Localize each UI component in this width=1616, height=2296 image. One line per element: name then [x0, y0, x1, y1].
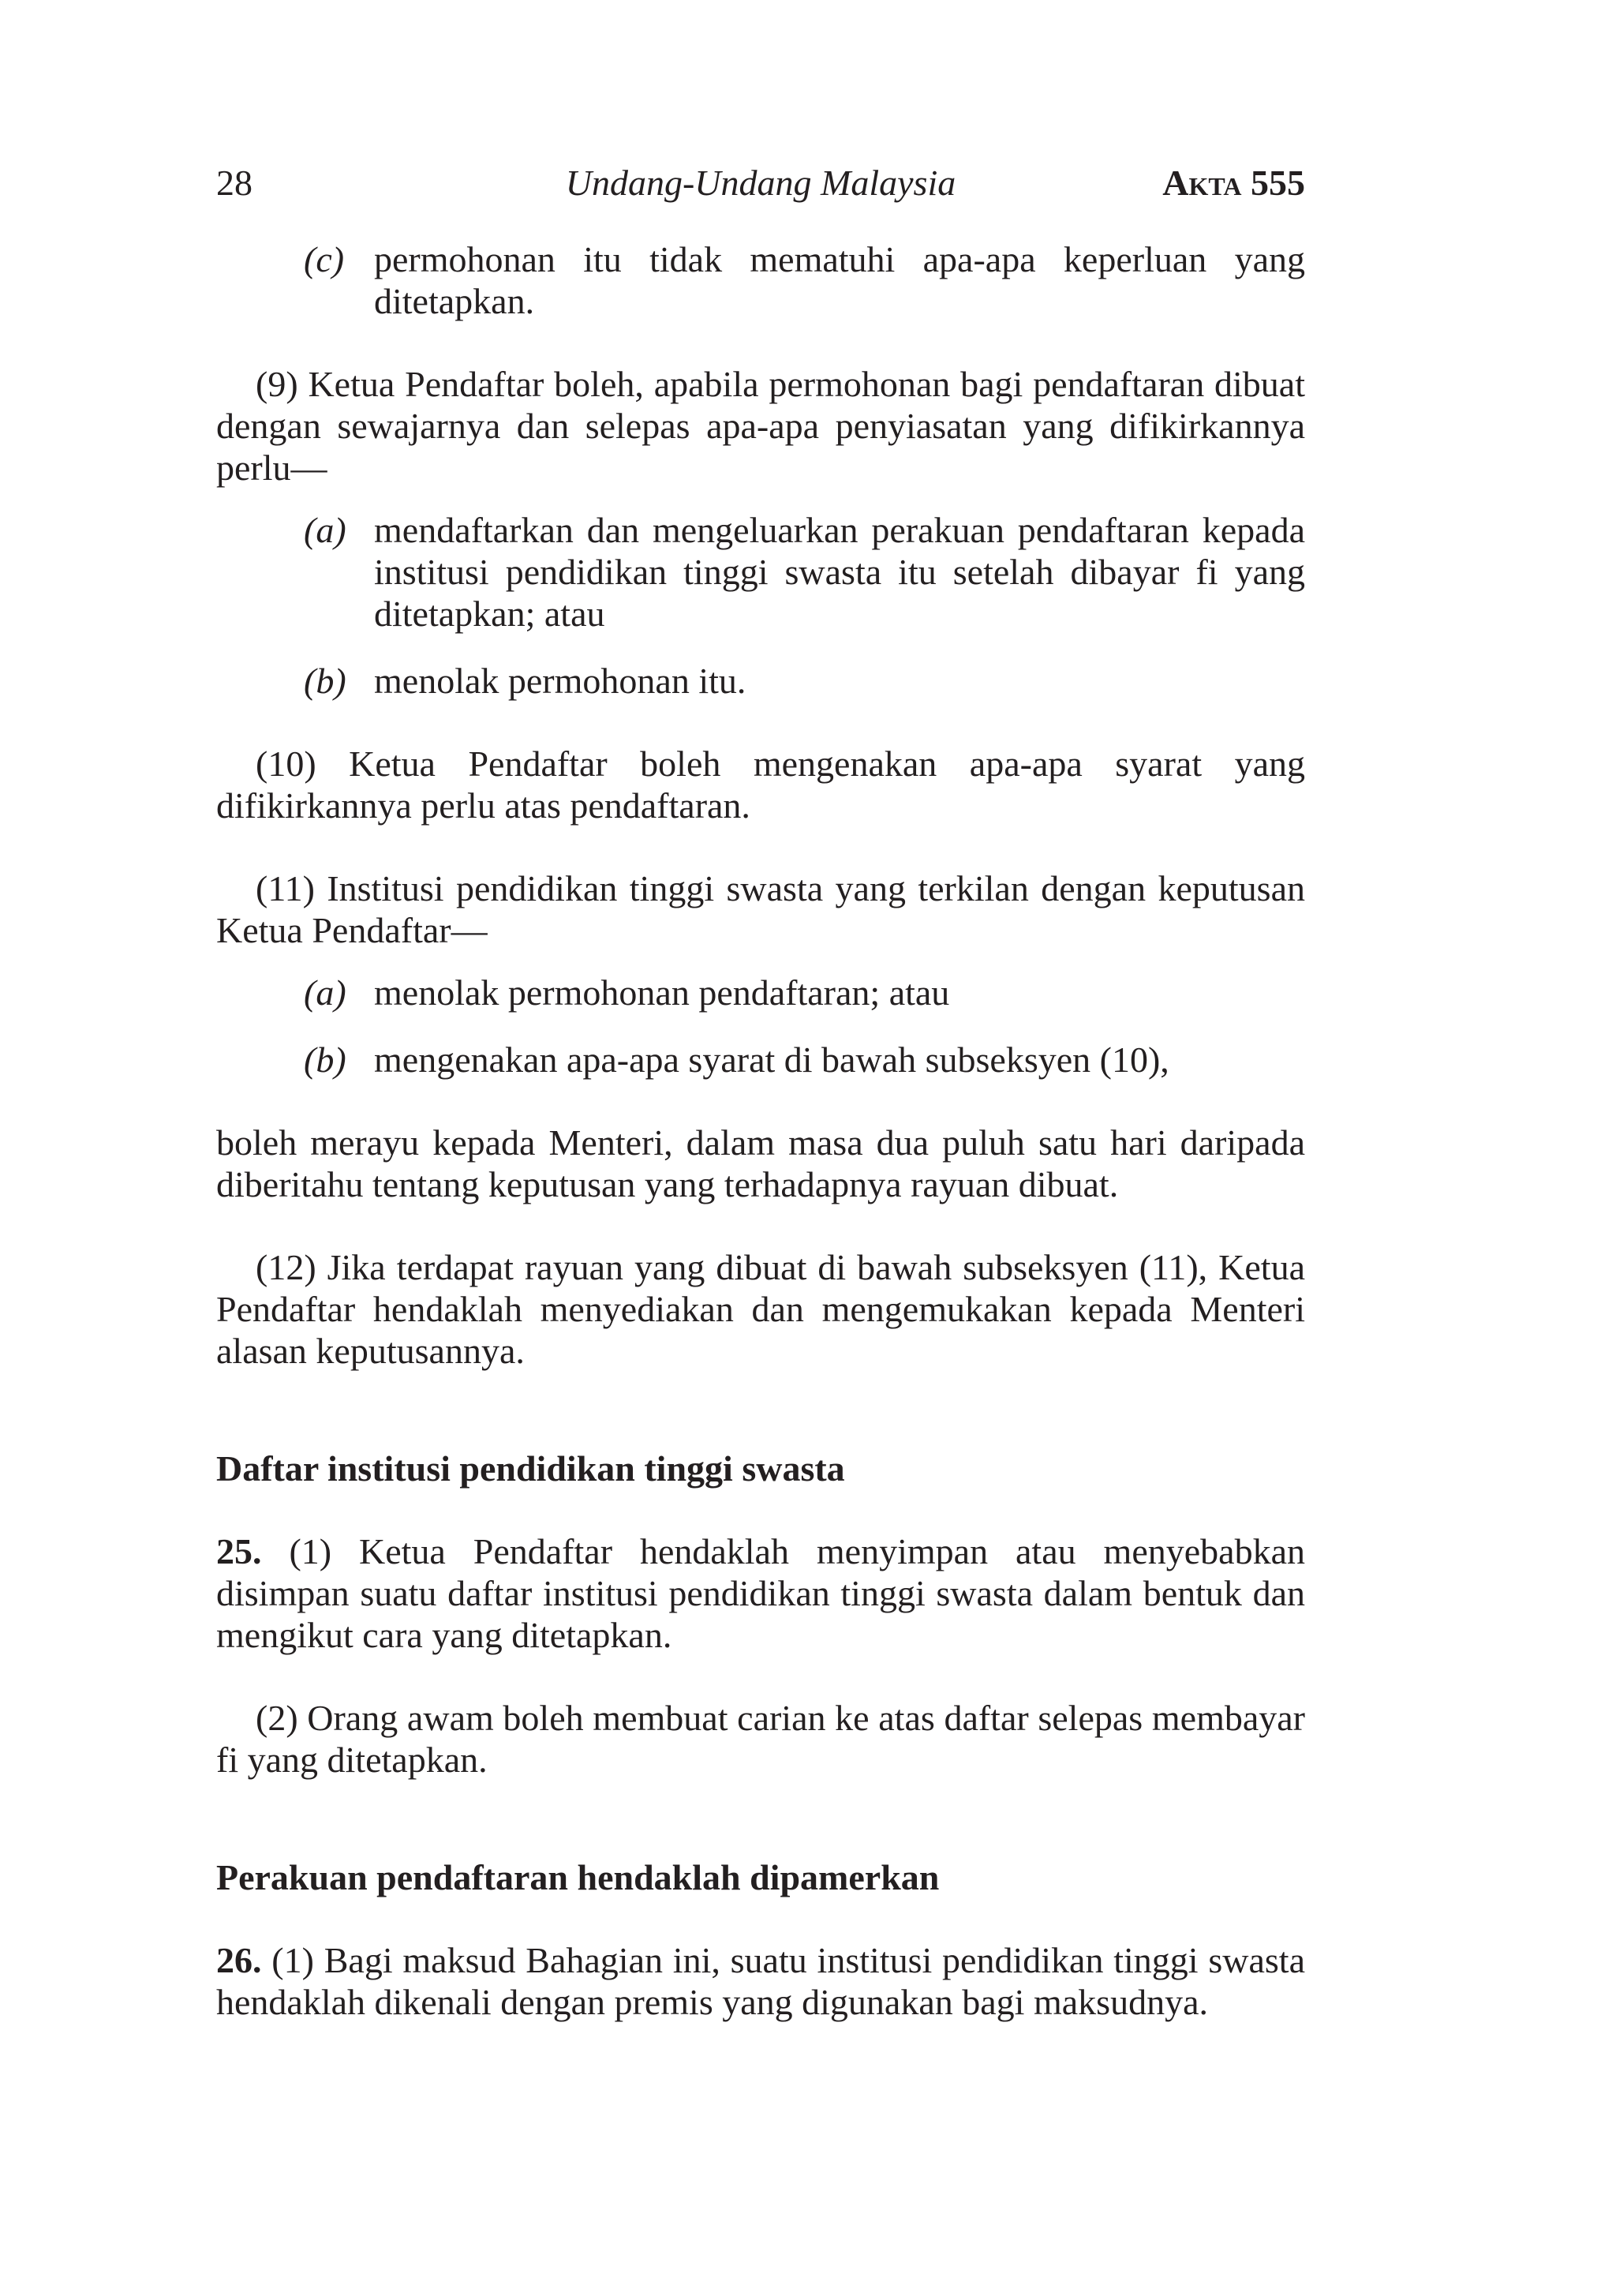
list-item [216, 660, 1305, 702]
section-25-subsection-1 [216, 1530, 1305, 1656]
item-label: (c) [304, 239, 345, 279]
item-label: (b) [304, 661, 346, 701]
page-number: 28 [216, 163, 252, 203]
section-number: 25. [216, 1531, 262, 1571]
act-number-value: 555 [1251, 163, 1305, 203]
act-label: Akta [1162, 163, 1242, 203]
list-item [216, 1039, 1305, 1081]
section-heading: Perakuan pendaftaran hendaklah dipamerkan [216, 1857, 940, 1897]
item-label: (a) [304, 972, 346, 1013]
item-label: (b) [304, 1039, 346, 1080]
item-text: mengenakan apa-apa syarat di bawah subseksyen (10), [374, 1039, 1169, 1080]
item-text: menolak permohonan itu. [374, 661, 746, 701]
section-text: (1) Bagi maksud Bahagian ini, suatu institusi pendidikan tinggi swasta hendaklah dikenali dengan premis yang digunakan bagi maksudnya. [216, 1940, 1306, 2022]
act-number [1162, 161, 1305, 205]
item-text: mendaftarkan dan mengeluarkan perakuan pendaftaran kepada institusi pendidikan tinggi swasta itu setelah dibayar fi yang ditetapkan; atau [374, 510, 1305, 634]
subsection-11: (11) Institusi pendidikan tinggi swasta yang terkilan dengan keputusan Ketua Pendaftar— [216, 868, 1305, 950]
section-text: (1) Ketua Pendaftar hendaklah menyimpan atau menyebabkan disimpan suatu daftar institusi pendidikan tinggi swasta dalam bentuk dan mengikut cara yang ditetapkan. [216, 1531, 1305, 1655]
section-25-subsection-2: (2) Orang awam boleh membuat carian ke atas daftar selepas membayar fi yang ditetapkan. [216, 1698, 1305, 1780]
subsection-9: (9) Ketua Pendaftar boleh, apabila permohonan bagi pendaftaran dibuat dengan sewajarnya dan selepas apa-apa penyiasatan yang difikirkannya perlu— [216, 364, 1305, 488]
item-text: permohonan itu tidak mematuhi apa-apa keperluan yang ditetapkan. [374, 239, 1305, 321]
section-26-subsection-1 [216, 1939, 1305, 2023]
subsection-11-tail: boleh merayu kepada Menteri, dalam masa dua puluh satu hari daripada diberitahu tentang keputusan yang terhadapnya rayuan dibuat. [216, 1122, 1305, 1204]
document-body [216, 238, 1305, 2023]
section-number: 26. [216, 1940, 262, 1980]
item-text: menolak permohonan pendaftaran; atau [374, 972, 950, 1013]
running-title: Undang-Undang Malaysia [565, 163, 956, 203]
list-item [216, 238, 1305, 322]
list-item [216, 509, 1305, 635]
item-label: (a) [304, 510, 346, 550]
list-item [216, 972, 1305, 1013]
subsection-10: (10) Ketua Pendaftar boleh mengenakan apa-apa syarat yang difikirkannya perlu atas pendaftaran. [216, 743, 1305, 826]
subsection-12: (12) Jika terdapat rayuan yang dibuat di bawah subseksyen (11), Ketua Pendaftar hendaklah menyediakan dan mengemukakan kepada Menteri alasan keputusannya. [216, 1247, 1305, 1371]
running-header [216, 161, 1305, 205]
section-heading: Daftar institusi pendidikan tinggi swasta [216, 1448, 845, 1489]
